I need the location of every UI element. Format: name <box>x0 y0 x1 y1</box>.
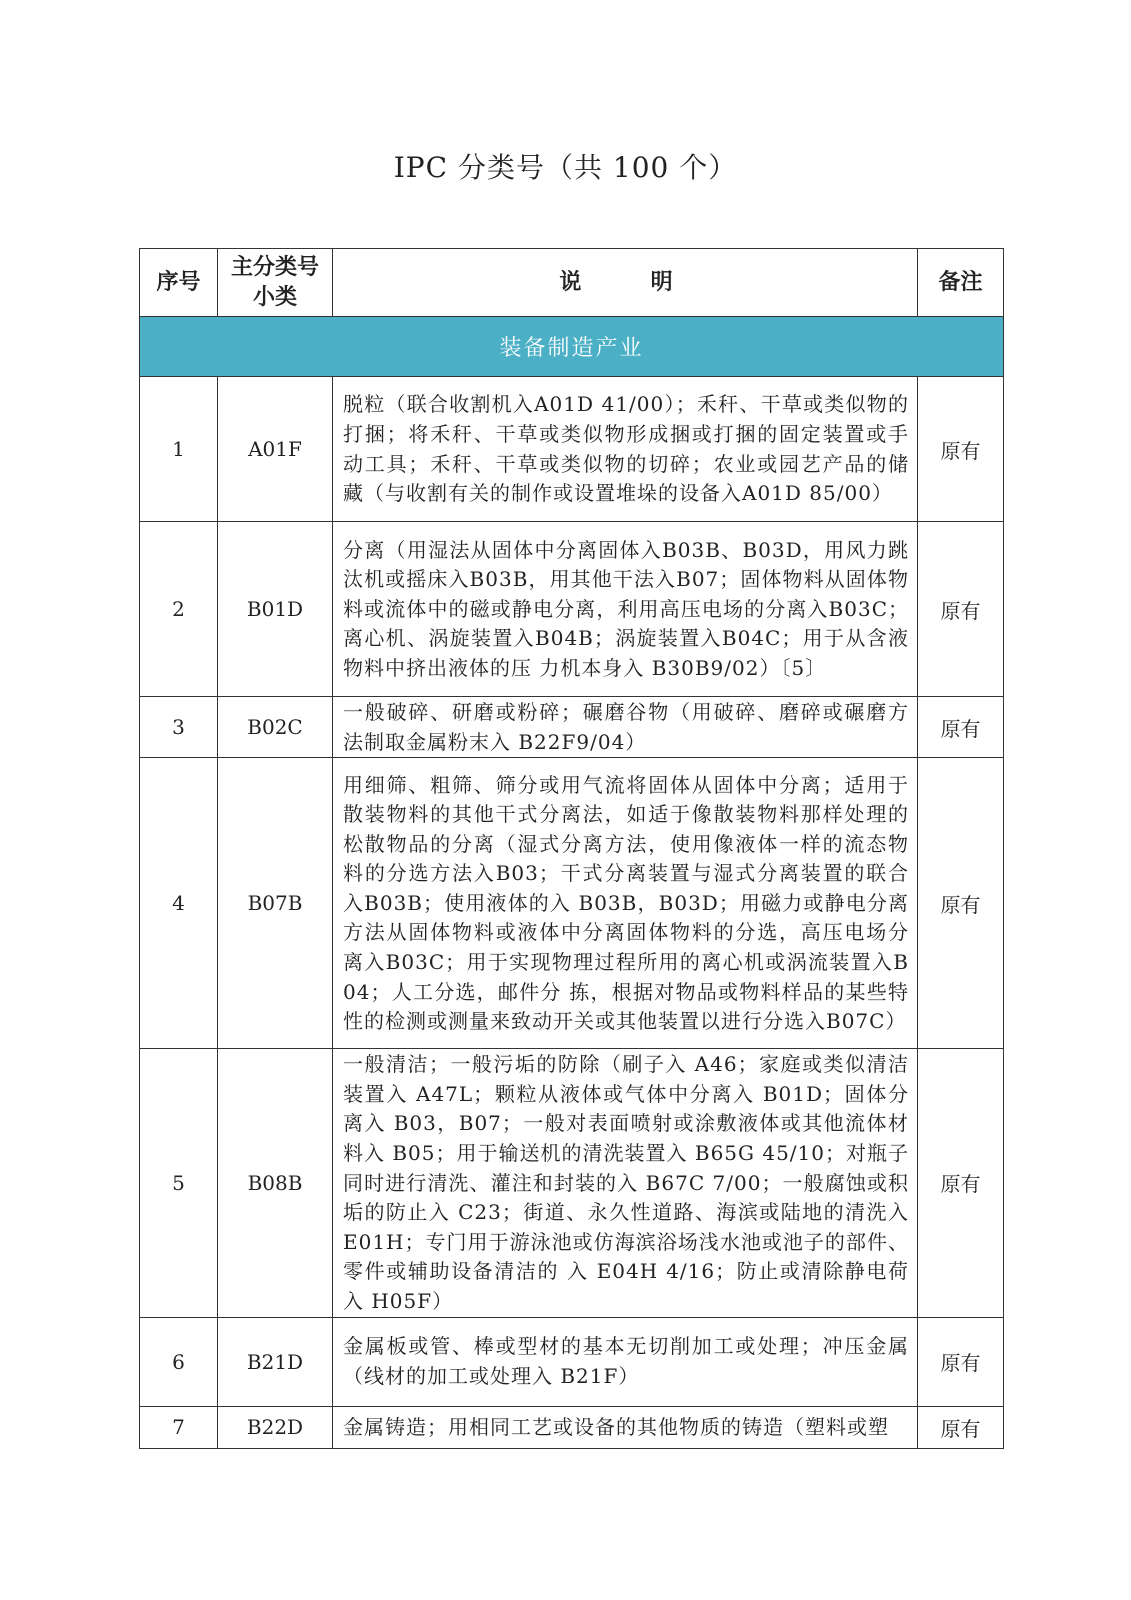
row-description: 金属板或管、棒或型材的基本无切削加工或处理；冲压金属（线材的加工或处理入 B21F） <box>333 1317 918 1406</box>
row-code: A01F <box>218 377 333 522</box>
section-title: 装备制造产业 <box>140 317 1004 377</box>
row-index: 6 <box>140 1317 218 1406</box>
row-code: B21D <box>218 1317 333 1406</box>
row-note: 原有 <box>918 522 1004 697</box>
row-index: 4 <box>140 758 218 1049</box>
row-code: B01D <box>218 522 333 697</box>
row-description: 用细筛、粗筛、筛分或用气流将固体从固体中分离；适用于散装物料的其他干式分离法，如适于像散装物料那样处理的松散物品的分离（湿式分离方法，使用像液体一样的流态物料的分选方法入B03；干式分离装置与湿式分离装置的联合入B03B；使用液体的入 B03B，B03D；用磁力或静电分离方法从固体物料或液体中分离固体物料的分选，高压电场分离入B03C；用于实现物理过程所用的离心机或涡流装置入B04；人工分选，邮件分 拣，根据对物品或物料样品的某些特性的检测或测量来致动开关或其他装置以进行分选入B07C） <box>333 758 918 1049</box>
table-row <box>140 1406 1004 1448</box>
table-row <box>140 522 1004 697</box>
row-note: 原有 <box>918 697 1004 758</box>
row-code: B02C <box>218 697 333 758</box>
row-description: 一般破碎、研磨或粉碎；碾磨谷物（用破碎、磨碎或碾磨方法制取金属粉末入 B22F9/04） <box>333 697 918 758</box>
header-main-class-line2: 小类 <box>252 284 297 310</box>
table-row <box>140 758 1004 1049</box>
header-index: 序号 <box>140 249 218 317</box>
row-description: 一般清洁；一般污垢的防除（刷子入 A46；家庭或类似清洁装置入 A47L；颗粒从液体或气体中分离入 B01D；固体分离入 B03，B07；一般对表面喷射或涂敷液体或其他流体材料入 B05；用于输送机的清洗装置入 B65G 45/10；对瓶子同时进行清洗、灌注和封装的入 B67C 7/00；一般腐蚀或积垢的防止入 C23；街道、永久性道路、海滨或陆地的清洗入 E01H；专门用于游泳池或仿海滨浴场浅水池或池子的部件、零件或辅助设备清洁的 入 E04H 4/16；防止或清除静电荷入 H05F） <box>333 1049 918 1317</box>
row-note: 原有 <box>918 1406 1004 1448</box>
row-description: 金属铸造；用相同工艺或设备的其他物质的铸造（塑料或塑 <box>333 1406 918 1448</box>
row-index: 5 <box>140 1049 218 1317</box>
table-row <box>140 1049 1004 1317</box>
row-note: 原有 <box>918 377 1004 522</box>
row-code: B22D <box>218 1406 333 1448</box>
row-note: 原有 <box>918 1317 1004 1406</box>
row-description: 分离（用湿法从固体中分离固体入B03B、B03D，用风力跳汰机或摇床入B03B，用其他干法入B07；固体物料从固体物料或流体中的磁或静电分离，利用高压电场的分离入B03C；离心机、涡旋装置入B04B；涡旋装置入B04C；用于从含液物料中挤出液体的压 力机本身入 B30B9/02）〔5〕 <box>333 522 918 697</box>
row-description: 脱粒（联合收割机入A01D 41/00）；禾秆、干草或类似物的打捆；将禾秆、干草或类似物形成捆或打捆的固定装置或手动工具；禾秆、干草或类似物的切碎；农业或园艺产品的储藏（与收割有关的制作或设置堆垛的设备入A01D 85/00） <box>333 377 918 522</box>
ipc-table <box>139 248 1004 1449</box>
header-main-class <box>218 249 333 317</box>
table-row <box>140 1317 1004 1406</box>
page-title: IPC 分类号（共 100 个） <box>393 151 738 184</box>
section-row <box>140 317 1004 377</box>
row-code: B07B <box>218 758 333 1049</box>
row-index: 7 <box>140 1406 218 1448</box>
header-main-class-line1: 主分类号 <box>230 254 319 280</box>
row-index: 2 <box>140 522 218 697</box>
row-index: 1 <box>140 377 218 522</box>
header-note: 备注 <box>918 249 1004 317</box>
table-row <box>140 377 1004 522</box>
row-index: 3 <box>140 697 218 758</box>
header-description: 说 明 <box>333 249 918 317</box>
row-code: B08B <box>218 1049 333 1317</box>
row-note: 原有 <box>918 758 1004 1049</box>
row-note: 原有 <box>918 1049 1004 1317</box>
table-row <box>140 697 1004 758</box>
table-header-row <box>140 249 1004 317</box>
